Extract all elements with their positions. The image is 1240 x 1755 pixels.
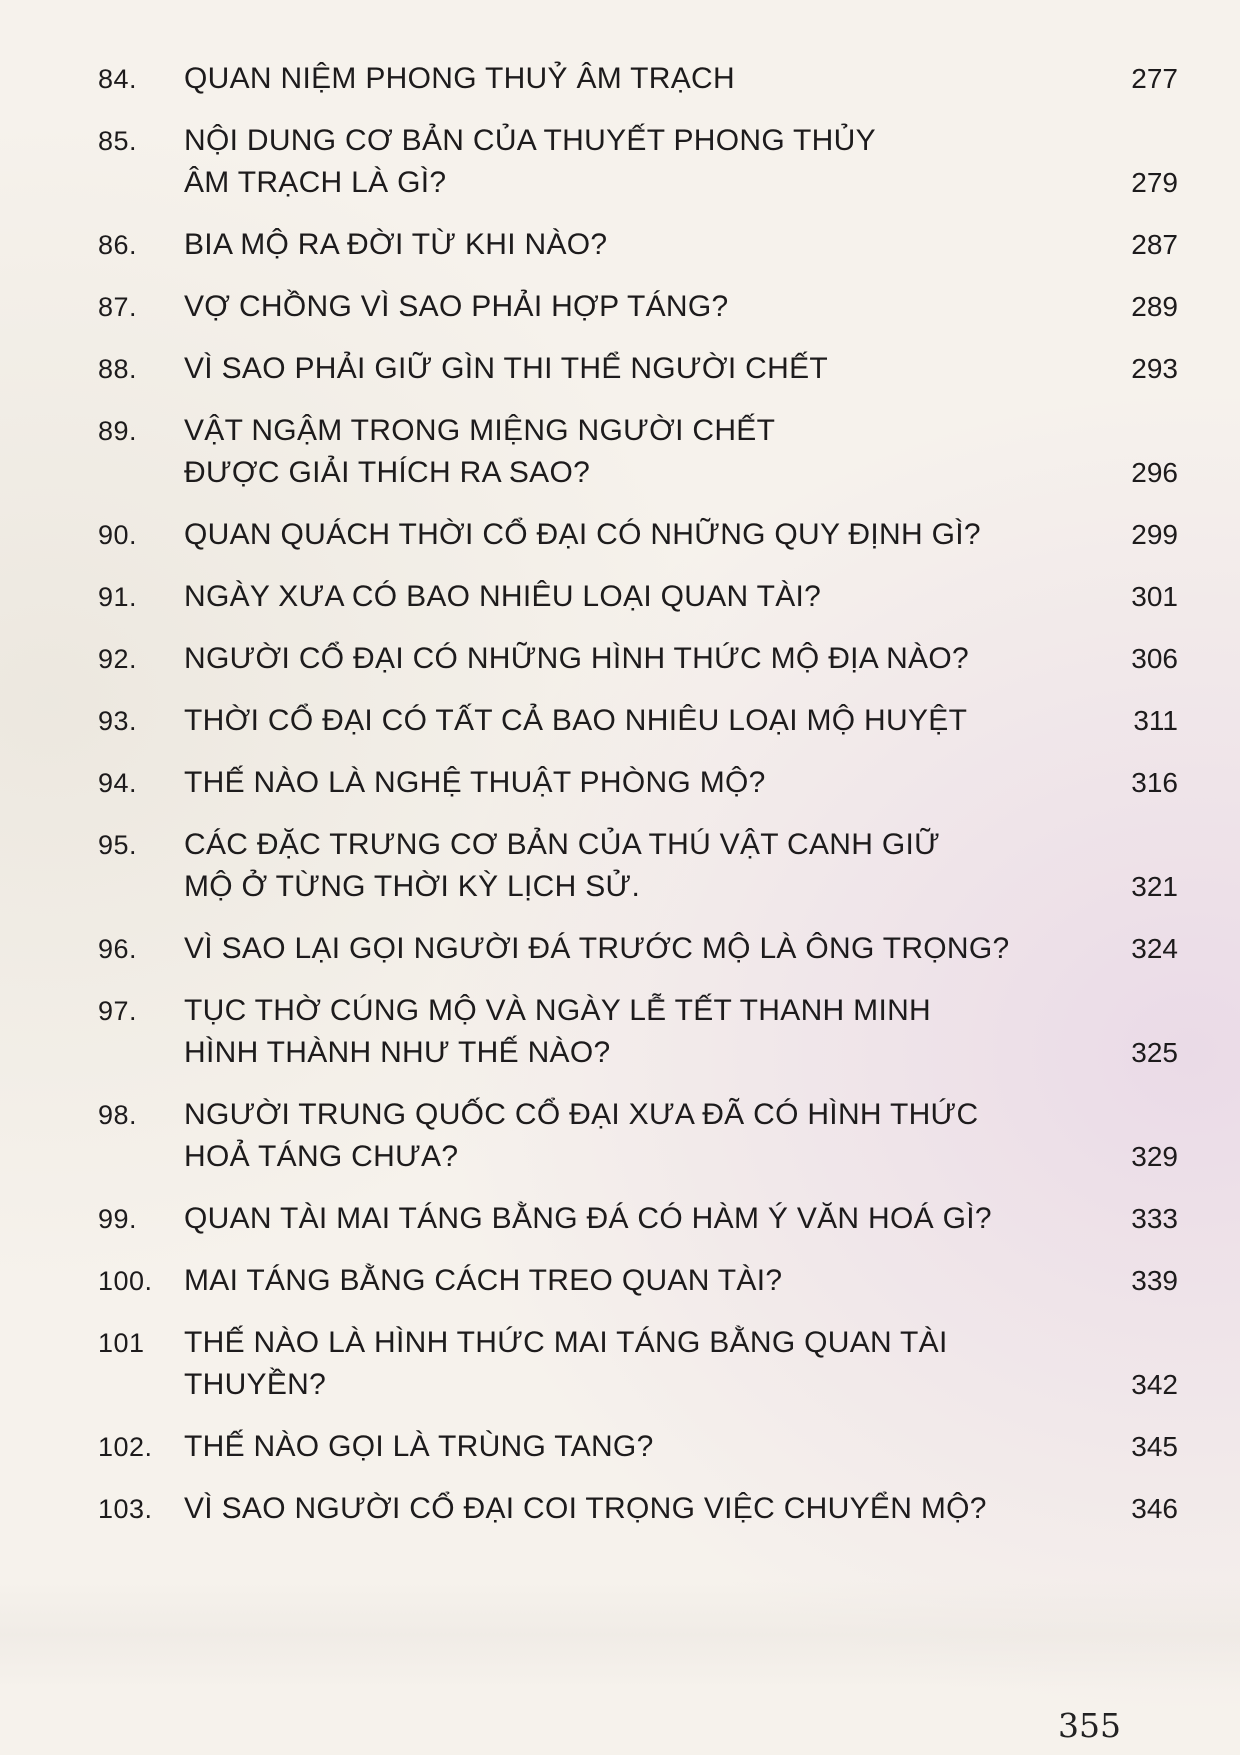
toc-entry <box>98 348 1178 390</box>
toc-entry-number: 98. <box>98 1100 138 1130</box>
toc-entry <box>98 700 1178 742</box>
toc-entry <box>98 1426 1178 1468</box>
toc-entry-title-line: ĐƯỢC GIẢI THÍCH RA SAO? <box>184 456 591 489</box>
toc-entry-title-line: THẾ NÀO LÀ NGHỆ THUẬT PHÒNG MỘ? <box>184 766 766 799</box>
toc-entry-title <box>184 286 1088 328</box>
toc-entry-title <box>184 1488 1088 1530</box>
toc-entry-number: 85. <box>98 126 138 156</box>
toc-entry-title-line: VÌ SAO NGƯỜI CỔ ĐẠI COI TRỌNG VIỆC CHUYỂN MỘ? <box>184 1492 987 1525</box>
toc-entry-title <box>184 700 1088 742</box>
toc-entry-title <box>184 1260 1088 1302</box>
toc-entry-title-line: THẾ NÀO GỌI LÀ TRÙNG TANG? <box>184 1430 654 1463</box>
toc-entry-number: 103. <box>98 1494 153 1524</box>
toc-entry-page: 339 <box>1131 1265 1178 1296</box>
toc-entry-title-line: MAI TÁNG BẰNG CÁCH TREO QUAN TÀI? <box>184 1264 783 1297</box>
toc-entry-title <box>184 990 1088 1074</box>
toc-entry-title <box>184 824 1088 908</box>
toc-entry-number: 86. <box>98 230 138 260</box>
toc-entry-title-line: NGƯỜI TRUNG QUỐC CỔ ĐẠI XƯA ĐÃ CÓ HÌNH THỨC <box>184 1098 979 1131</box>
toc-entry-page: 329 <box>1131 1141 1178 1172</box>
toc-entry-number: 99. <box>98 1204 138 1234</box>
toc-entry <box>98 58 1178 100</box>
toc-entry-title-line: THỜI CỔ ĐẠI CÓ TẤT CẢ BAO NHIÊU LOẠI MỘ HUYỆT <box>184 704 968 737</box>
toc-entry-title-line: QUAN QUÁCH THỜI CỔ ĐẠI CÓ NHỮNG QUY ĐỊNH GÌ? <box>184 518 981 551</box>
page-number: 355 <box>1058 1706 1121 1745</box>
toc-entry-title <box>184 1426 1088 1468</box>
toc-entry-number: 100. <box>98 1266 153 1296</box>
toc-entry-page: 296 <box>1131 457 1178 488</box>
toc-entry-number: 97. <box>98 996 138 1026</box>
toc-entry-title <box>184 348 1088 390</box>
toc-entry-title-line: QUAN NIỆM PHONG THUỶ ÂM TRẠCH <box>184 62 735 95</box>
toc-entry-page: 306 <box>1131 643 1178 674</box>
toc-entry-page: 289 <box>1131 291 1178 322</box>
toc-entry <box>98 410 1178 494</box>
toc-entry-page: 324 <box>1131 933 1178 964</box>
toc-entry-title-line: VÌ SAO LẠI GỌI NGƯỜI ĐÁ TRƯỚC MỘ LÀ ÔNG TRỌNG? <box>184 932 1010 965</box>
toc-entry-title <box>184 224 1088 266</box>
toc-entry <box>98 514 1178 556</box>
toc-entry-page: 346 <box>1131 1493 1178 1524</box>
toc-entry-title-line: QUAN TÀI MAI TÁNG BẰNG ĐÁ CÓ HÀM Ý VĂN HOÁ GÌ? <box>184 1202 992 1235</box>
toc-entry-title <box>184 638 1088 680</box>
toc-entry <box>98 824 1178 908</box>
toc-entry-title-line: HÌNH THÀNH NHƯ THẾ NÀO? <box>184 1036 611 1069</box>
table-of-contents <box>98 58 1178 1550</box>
toc-entry-title-line: HOẢ TÁNG CHƯA? <box>184 1140 459 1173</box>
toc-entry-title <box>184 1094 1088 1178</box>
toc-entry <box>98 576 1178 618</box>
toc-entry-page: 293 <box>1131 353 1178 384</box>
toc-entry-number: 95. <box>98 830 138 860</box>
toc-entry-title-line: NGÀY XƯA CÓ BAO NHIÊU LOẠI QUAN TÀI? <box>184 580 822 613</box>
toc-entry-page: 325 <box>1131 1037 1178 1068</box>
toc-entry-number: 84. <box>98 64 138 94</box>
toc-entry-page: 316 <box>1131 767 1178 798</box>
toc-entry-title <box>184 58 1088 100</box>
toc-entry <box>98 762 1178 804</box>
toc-entry <box>98 1322 1178 1406</box>
toc-entry-title <box>184 1198 1088 1240</box>
toc-entry-page: 301 <box>1131 581 1178 612</box>
toc-entry <box>98 990 1178 1074</box>
toc-entry-title-line: THẾ NÀO LÀ HÌNH THỨC MAI TÁNG BẰNG QUAN TÀI THUYỀN? <box>184 1326 948 1401</box>
toc-entry <box>98 120 1178 204</box>
toc-entry-number: 102. <box>98 1432 153 1462</box>
toc-entry-number: 90. <box>98 520 138 550</box>
toc-entry-title <box>184 120 1088 204</box>
toc-entry-number: 93. <box>98 706 138 736</box>
toc-entry-title-line: CÁC ĐẶC TRƯNG CƠ BẢN CỦA THÚ VẬT CANH GIỮ <box>184 828 941 861</box>
toc-entry-number: 92. <box>98 644 138 674</box>
faded-bleed-through <box>0 1580 1240 1690</box>
toc-entry <box>98 1198 1178 1240</box>
toc-entry-title-line: ÂM TRẠCH LÀ GÌ? <box>184 166 447 199</box>
toc-entry-title-line: MỘ Ở TỪNG THỜI KỲ LỊCH SỬ. <box>184 870 641 903</box>
toc-entry-page: 279 <box>1131 167 1178 198</box>
toc-entry <box>98 286 1178 328</box>
toc-entry-page: 277 <box>1131 63 1178 94</box>
toc-entry-number: 101 <box>98 1328 145 1358</box>
toc-entry-number: 89. <box>98 416 138 446</box>
toc-entry-title <box>184 928 1088 970</box>
toc-entry-number: 94. <box>98 768 138 798</box>
toc-entry-number: 87. <box>98 292 138 322</box>
toc-entry-title-line: VÌ SAO PHẢI GIỮ GÌN THI THỂ NGƯỜI CHẾT <box>184 352 829 385</box>
toc-entry-page: 311 <box>1133 705 1178 736</box>
toc-entry-title <box>184 514 1088 556</box>
toc-entry <box>98 1094 1178 1178</box>
toc-entry-title-line: NỘI DUNG CƠ BẢN CỦA THUYẾT PHONG THỦY <box>184 124 876 157</box>
toc-entry <box>98 1260 1178 1302</box>
toc-entry <box>98 928 1178 970</box>
toc-entry-title-line: VẬT NGẬM TRONG MIỆNG NGƯỜI CHẾT <box>184 414 776 447</box>
toc-entry <box>98 224 1178 266</box>
toc-entry-title <box>184 1322 1088 1406</box>
toc-entry-page: 345 <box>1131 1431 1178 1462</box>
toc-entry-title-line: BIA MỘ RA ĐỜI TỪ KHI NÀO? <box>184 228 608 261</box>
toc-entry-title-line: NGƯỜI CỔ ĐẠI CÓ NHỮNG HÌNH THỨC MỘ ĐỊA NÀO? <box>184 642 969 675</box>
toc-entry-number: 96. <box>98 934 138 964</box>
toc-entry-page: 342 <box>1131 1369 1178 1400</box>
toc-entry-title-line: TỤC THỜ CÚNG MỘ VÀ NGÀY LỄ TẾT THANH MINH <box>184 994 932 1027</box>
toc-entry <box>98 638 1178 680</box>
toc-entry-page: 333 <box>1131 1203 1178 1234</box>
toc-entry-title <box>184 410 1088 494</box>
toc-entry-number: 91. <box>98 582 138 612</box>
toc-entry-title <box>184 576 1088 618</box>
toc-entry-page: 321 <box>1131 871 1178 902</box>
toc-entry-page: 299 <box>1131 519 1178 550</box>
toc-entry <box>98 1488 1178 1530</box>
toc-entry-page: 287 <box>1131 229 1178 260</box>
toc-entry-title <box>184 762 1088 804</box>
toc-entry-number: 88. <box>98 354 138 384</box>
toc-entry-title-line: VỢ CHỒNG VÌ SAO PHẢI HỢP TÁNG? <box>184 290 729 323</box>
